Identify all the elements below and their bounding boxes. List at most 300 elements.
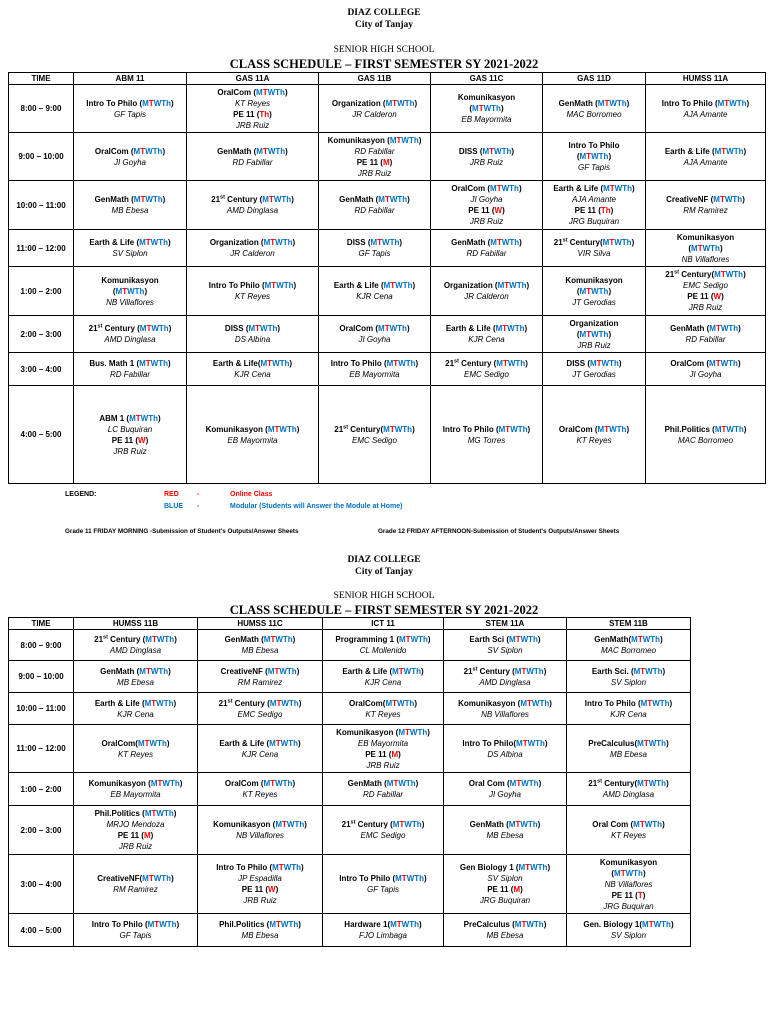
day-letter: Th bbox=[533, 666, 544, 676]
instructor-name bbox=[569, 879, 688, 890]
instructor-name bbox=[321, 168, 428, 179]
instructor-name bbox=[446, 895, 564, 906]
instructor-name-text: JRB Ruiz bbox=[357, 168, 392, 178]
schedule-cell bbox=[431, 353, 543, 386]
day-letter: W bbox=[644, 820, 653, 829]
class-days bbox=[145, 809, 174, 818]
subject-name bbox=[545, 140, 643, 151]
time-slot: 3:00 – 4:00 bbox=[9, 353, 74, 386]
instructor-name bbox=[569, 709, 688, 720]
subject-name: (MTWTh) bbox=[688, 243, 723, 253]
class-days bbox=[384, 281, 413, 290]
day-letter: W bbox=[156, 635, 165, 644]
pe-class: PE 11 (M) bbox=[356, 157, 393, 167]
class-days bbox=[378, 324, 407, 333]
subject-name: 21st Century (MTWTh) bbox=[341, 819, 425, 829]
subject-name: OralCom (MTWTh) bbox=[94, 146, 166, 156]
day-letter: M bbox=[133, 146, 141, 156]
day-letter: M bbox=[391, 749, 399, 759]
day-letter: W bbox=[275, 238, 283, 247]
day-letter: W bbox=[501, 238, 510, 247]
class-days bbox=[713, 195, 742, 204]
instructor-name-text: NB Villaflores bbox=[681, 254, 730, 264]
class-days bbox=[248, 324, 277, 333]
subject-name-text: GenMath bbox=[94, 195, 129, 204]
pe-class: PE 11 (W) bbox=[241, 885, 279, 894]
pe-class-text: PE 11 bbox=[356, 157, 379, 167]
time-slot: 11:00 – 12:00 bbox=[9, 725, 74, 773]
instructor-name-text: NB Villaflores bbox=[106, 297, 154, 307]
schedule-cell bbox=[198, 693, 323, 725]
subject-name-text: OralCom bbox=[558, 424, 593, 434]
instructor-name bbox=[200, 830, 320, 841]
subject-name: DISS (MTWTh) bbox=[224, 324, 281, 333]
instructor-name-text: NB Villaflores bbox=[481, 709, 529, 719]
day-letter: W bbox=[268, 885, 276, 894]
instructor-name-text: GF Tapis bbox=[119, 931, 152, 940]
class-days bbox=[482, 147, 511, 156]
pe-class-text: PE 11 bbox=[241, 885, 264, 894]
day-letter: W bbox=[494, 206, 503, 215]
class-days bbox=[603, 238, 632, 247]
subject-name-text: 21 bbox=[88, 324, 98, 333]
instructor-name bbox=[200, 930, 320, 941]
schedule-cell bbox=[323, 806, 444, 855]
day-letter: M bbox=[263, 779, 271, 788]
day-letter: Th bbox=[732, 195, 743, 204]
day-letter: M bbox=[115, 286, 123, 296]
day-letter: M bbox=[144, 809, 152, 818]
day-letter: T bbox=[643, 779, 649, 788]
subject-name-text-rest: Century bbox=[348, 424, 381, 434]
schedule-cell bbox=[567, 725, 691, 773]
subject-name: Hardware 1(MTWTh) bbox=[344, 920, 422, 929]
instructor-name bbox=[545, 216, 643, 227]
day-letter: Th bbox=[622, 184, 633, 193]
schedule-cell bbox=[431, 133, 543, 181]
day-letter: Th bbox=[158, 238, 169, 247]
instructor-name bbox=[569, 930, 688, 941]
day-letter: Th bbox=[404, 98, 415, 108]
instructor-name-text: MAC Borromeo bbox=[600, 646, 657, 655]
subject-name-text: Earth & Life bbox=[94, 698, 140, 708]
schedule-cell bbox=[646, 181, 766, 230]
day-letter: W bbox=[151, 324, 159, 333]
day-letter: W bbox=[140, 413, 149, 423]
subject-name: Phil.Politics (MTWTh) bbox=[94, 809, 177, 818]
schedule-cell bbox=[567, 806, 691, 855]
day-letter: T bbox=[405, 635, 411, 644]
day-letter: T bbox=[604, 424, 610, 434]
day-letter: M bbox=[717, 98, 725, 108]
day-letter: W bbox=[520, 820, 528, 829]
day-letter: Th bbox=[527, 820, 538, 829]
day-letter: M bbox=[382, 157, 390, 167]
class-days bbox=[387, 359, 416, 368]
time-slot: 3:00 – 4:00 bbox=[9, 855, 74, 914]
ordinal-suffix: st bbox=[103, 634, 108, 641]
class-days bbox=[509, 635, 538, 644]
ordinal-suffix: st bbox=[97, 323, 103, 330]
schedule-cell bbox=[319, 386, 431, 484]
instructor-name bbox=[446, 709, 564, 720]
subject-name-text: Earth & Life bbox=[212, 359, 258, 368]
day-letter: T bbox=[721, 424, 727, 434]
day-letter: W bbox=[267, 146, 276, 156]
day-letter: T bbox=[384, 324, 390, 333]
instructor-name bbox=[433, 291, 540, 302]
subject-name-text: Earth & Life bbox=[664, 146, 710, 156]
school-level: SENIOR HIGH SCHOOL bbox=[333, 45, 435, 55]
day-letter: Th bbox=[411, 666, 422, 676]
day-letter: Th bbox=[158, 324, 169, 333]
subject-name: Intro To Philo (MTWTh) bbox=[339, 874, 427, 883]
day-letter: Th bbox=[733, 146, 744, 156]
instructor-name-text: KJR Cena bbox=[364, 677, 402, 687]
time-slot: 4:00 – 5:00 bbox=[9, 386, 74, 484]
subject-name-text: Phil.Politics bbox=[664, 424, 710, 434]
day-letter: W bbox=[725, 270, 734, 279]
day-letter: T bbox=[502, 359, 508, 368]
day-letter: M bbox=[516, 738, 523, 748]
day-letter: M bbox=[267, 666, 275, 676]
subject-name-text: Gen. Biology 1 bbox=[583, 920, 640, 929]
day-letter: M bbox=[472, 104, 479, 113]
instructor-name bbox=[76, 446, 184, 457]
class-days bbox=[116, 287, 145, 296]
instructor-name-text: JR Calderon bbox=[464, 292, 509, 301]
day-letter: T bbox=[522, 738, 528, 748]
instructor-name bbox=[325, 930, 441, 941]
pe-class: PE 11 (M) bbox=[487, 885, 523, 894]
day-letter: Th bbox=[259, 109, 270, 119]
instructor-name bbox=[76, 297, 184, 308]
day-letter: W bbox=[280, 738, 289, 748]
time-slot: 4:00 – 5:00 bbox=[9, 914, 74, 947]
schedule-cell bbox=[74, 773, 198, 806]
class-days bbox=[269, 739, 298, 748]
day-letter: T bbox=[639, 820, 645, 829]
schedule-cell bbox=[187, 181, 319, 230]
day-letter: W bbox=[713, 292, 722, 301]
instructor-name bbox=[648, 280, 763, 291]
day-letter: W bbox=[138, 435, 146, 445]
instructor-name-text: MB Ebesa bbox=[111, 206, 149, 215]
legend-blue-word: BLUE bbox=[164, 503, 184, 510]
day-letter: M bbox=[482, 146, 490, 156]
instructor-name bbox=[76, 109, 184, 120]
day-letter: W bbox=[726, 146, 734, 156]
day-letter: W bbox=[591, 329, 599, 339]
day-letter: M bbox=[142, 98, 149, 108]
instructor-name-text: JI Goyha bbox=[358, 335, 391, 344]
time-slot: 10:00 – 11:00 bbox=[9, 181, 74, 230]
instructor-name bbox=[648, 435, 763, 446]
schedule-title-2: CLASS SCHEDULE – FIRST SEMESTER SY 2021-2022 bbox=[229, 603, 539, 617]
day-letter: T bbox=[720, 270, 726, 279]
schedule-cell bbox=[543, 267, 646, 316]
subject-name-text-rest: Century bbox=[458, 359, 492, 368]
ordinal-suffix: st bbox=[343, 423, 349, 430]
instructor-name bbox=[648, 109, 763, 120]
day-letter: Th bbox=[656, 738, 667, 748]
instructor-name-text: SV Siplon bbox=[487, 874, 523, 883]
instructor-name-text: JRB Ruiz bbox=[577, 340, 611, 350]
subject-name-text-rest: Century bbox=[107, 635, 141, 644]
schedule-cell bbox=[323, 725, 444, 773]
day-letter: M bbox=[597, 98, 605, 108]
day-letter: Th bbox=[157, 738, 167, 748]
instructor-name bbox=[76, 841, 195, 852]
subject-name-text: OralCom bbox=[348, 698, 383, 708]
instructor-name-text: MB Ebesa bbox=[486, 931, 524, 940]
table-row bbox=[9, 133, 766, 181]
subject-name-text: OralCom bbox=[670, 359, 705, 368]
instructor-name-text: RM Ramirez bbox=[683, 206, 728, 215]
day-letter: Th bbox=[148, 413, 158, 423]
subject-name-text: Intro To Philo bbox=[216, 863, 268, 872]
instructor-name-text: KJR Cena bbox=[356, 292, 393, 301]
subject-name-text: GenMath bbox=[594, 635, 629, 644]
day-letter: W bbox=[404, 820, 412, 829]
subject-name: CreativeNF (MTWTh) bbox=[220, 666, 300, 676]
day-letter: T bbox=[262, 146, 268, 156]
schedule-cell bbox=[444, 914, 567, 947]
schedule-cell bbox=[567, 855, 691, 914]
day-letter: Th bbox=[281, 195, 292, 204]
schedule-cell bbox=[543, 133, 646, 181]
day-letter: T bbox=[271, 281, 277, 290]
day-letter: W bbox=[401, 135, 409, 145]
day-letter: M bbox=[248, 324, 256, 333]
instructor-name-text: LC Buquiran bbox=[107, 424, 153, 434]
subject-name-text: PreCalculus bbox=[463, 920, 510, 929]
subject-name: GenMath (MTWTh) bbox=[217, 146, 288, 156]
subject-name: Komunikasyon (MTWTh) bbox=[213, 820, 307, 829]
class-days bbox=[642, 920, 671, 929]
day-letter: M bbox=[579, 329, 587, 339]
class-days bbox=[383, 425, 412, 434]
day-letter: Th bbox=[509, 238, 520, 247]
instructor-name bbox=[433, 194, 540, 205]
instructor-name-text: EB Mayormita bbox=[227, 435, 278, 445]
instructor-name bbox=[200, 789, 320, 800]
day-letter: Th bbox=[616, 424, 627, 434]
schedule-cell bbox=[543, 316, 646, 353]
day-letter: M bbox=[263, 238, 271, 247]
day-letter: W bbox=[145, 195, 153, 204]
instructor-name bbox=[189, 369, 316, 380]
instructor-name-text: JP Espadilla bbox=[238, 874, 282, 883]
day-letter: T bbox=[270, 635, 276, 644]
subject-name: 21st Century (MTWTh) bbox=[88, 323, 172, 333]
day-letter: M bbox=[642, 920, 649, 929]
class-days bbox=[383, 158, 390, 167]
subject-name-text: Komunikasyon bbox=[88, 779, 146, 788]
class-days bbox=[590, 359, 619, 368]
instructor-name bbox=[76, 884, 195, 895]
subject-name: Intro To Philo (MTWTh) bbox=[86, 98, 174, 108]
day-letter: M bbox=[256, 87, 263, 97]
day-letter: T bbox=[140, 195, 146, 204]
table-row bbox=[9, 661, 691, 693]
subject-name: Komunikasyon (MTWTh) bbox=[458, 698, 552, 708]
day-letter: T bbox=[586, 329, 592, 339]
instructor-name bbox=[76, 645, 195, 656]
day-letter: T bbox=[643, 738, 649, 748]
instructor-name bbox=[433, 248, 540, 259]
instructor-name-text: RD Fabillar bbox=[354, 206, 395, 215]
day-letter: T bbox=[255, 324, 261, 333]
instructor-name-text: MB Ebesa bbox=[241, 646, 279, 655]
subject-name: ABM 1 (MTWTh) bbox=[99, 413, 161, 423]
day-letter: M bbox=[390, 920, 397, 929]
instructor-name bbox=[648, 157, 763, 168]
pe-class: PE 11 (Th) bbox=[574, 206, 614, 215]
day-letter: T bbox=[697, 243, 703, 253]
subject-name bbox=[545, 318, 643, 329]
class-days bbox=[265, 281, 294, 290]
subject-name: GenMath (MTWTh) bbox=[670, 324, 741, 333]
day-letter: W bbox=[653, 920, 662, 929]
day-letter: Th bbox=[158, 666, 169, 676]
day-letter: T bbox=[502, 324, 508, 333]
subject-name-text: Phil.Politics bbox=[94, 809, 140, 818]
instructor-name-text: KT Reyes bbox=[234, 98, 271, 108]
subject-name-text: ABM 1 bbox=[99, 413, 125, 423]
subject-name: OralCom(MTWTh) bbox=[101, 738, 170, 748]
class-days bbox=[145, 635, 174, 644]
schedule-cell bbox=[187, 353, 319, 386]
class-days bbox=[614, 869, 643, 878]
subject-name-text: GenMath bbox=[224, 635, 259, 644]
schedule-title: CLASS SCHEDULE – FIRST SEMESTER SY 2021-2022 bbox=[229, 57, 539, 71]
instructor-name bbox=[321, 146, 428, 157]
day-letter: M bbox=[392, 666, 399, 676]
day-letter: W bbox=[521, 779, 529, 788]
class-days bbox=[392, 667, 421, 676]
instructor-name-text: CL Mollenido bbox=[359, 646, 407, 655]
instructor-name bbox=[325, 677, 441, 688]
instructor-name bbox=[545, 162, 643, 173]
schedule-cell bbox=[198, 725, 323, 773]
day-letter: W bbox=[153, 874, 162, 883]
day-letter: M bbox=[142, 874, 149, 883]
subject-name-text: Intro To Philo bbox=[330, 359, 382, 368]
time-slot: 9:00 – 10:00 bbox=[9, 133, 74, 181]
day-letter: Th bbox=[661, 920, 671, 929]
day-letter: W bbox=[652, 698, 660, 708]
subject-name-text: Earth & Life bbox=[553, 184, 599, 193]
subject-name: (MTWTh) bbox=[611, 868, 646, 878]
schedule-cell bbox=[444, 806, 567, 855]
day-letter: W bbox=[156, 698, 164, 708]
subject-name: CreativeNF (MTWTh) bbox=[666, 195, 745, 204]
pe-class: PE 11 (W) bbox=[111, 435, 149, 445]
instructor-name bbox=[76, 334, 184, 345]
instructor-name-text: DS Albina bbox=[234, 335, 271, 344]
instructor-name bbox=[545, 248, 643, 259]
subject-name: Gen Biology 1 (MTWTh) bbox=[459, 863, 551, 872]
schedule-cell bbox=[319, 267, 431, 316]
class-days bbox=[275, 820, 304, 829]
day-letter: Th bbox=[516, 281, 527, 290]
instructor-name-text: JRB Ruiz bbox=[118, 842, 153, 851]
day-letter: Th bbox=[166, 920, 177, 929]
day-letter: W bbox=[702, 243, 711, 253]
day-letter: W bbox=[648, 779, 657, 788]
class-days bbox=[259, 110, 269, 119]
day-letter: T bbox=[122, 286, 128, 296]
day-letter: T bbox=[620, 868, 626, 878]
subject-name-text: OralCom bbox=[224, 779, 259, 788]
class-days bbox=[269, 920, 298, 929]
day-letter: T bbox=[721, 146, 727, 156]
schedule-cell bbox=[319, 133, 431, 181]
day-letter: W bbox=[520, 635, 529, 644]
day-letter: Th bbox=[650, 635, 661, 644]
instructor-name bbox=[76, 709, 195, 720]
day-letter: W bbox=[149, 738, 158, 748]
day-letter: M bbox=[597, 424, 605, 434]
day-letter: M bbox=[370, 238, 378, 247]
day-letter: W bbox=[145, 146, 153, 156]
time-slot: 10:00 – 11:00 bbox=[9, 693, 74, 725]
class-days bbox=[515, 920, 544, 929]
instructor-name-text: GF Tapis bbox=[366, 885, 399, 894]
day-letter: Th bbox=[408, 135, 419, 145]
day-letter: Th bbox=[528, 635, 538, 644]
day-letter: Th bbox=[414, 874, 425, 883]
subject-name: 21st Century(MTWTh) bbox=[334, 423, 415, 434]
day-letter: Th bbox=[286, 666, 297, 676]
day-letter: Th bbox=[161, 874, 172, 883]
day-letter: T bbox=[401, 874, 407, 883]
day-letter: M bbox=[385, 698, 393, 708]
day-letter: T bbox=[270, 779, 276, 788]
schedule-cell bbox=[198, 630, 323, 661]
day-letter: T bbox=[282, 820, 287, 829]
table-row bbox=[9, 914, 691, 947]
day-letter: Th bbox=[279, 359, 290, 368]
instructor-name-text: SV Siplon bbox=[610, 931, 647, 940]
instructor-name bbox=[569, 645, 688, 656]
instructor-name-text: AMD Dinglasa bbox=[104, 335, 156, 344]
instructor-name-text: MB Ebesa bbox=[486, 831, 524, 840]
day-letter: W bbox=[275, 635, 283, 644]
subject-name: Earth & Life (MTWTh) bbox=[219, 738, 301, 748]
instructor-name bbox=[446, 873, 564, 884]
day-letter: T bbox=[270, 238, 276, 247]
day-letter: W bbox=[726, 424, 734, 434]
instructor-name bbox=[648, 254, 763, 265]
day-letter: Th bbox=[652, 666, 663, 676]
subject-name-text: Earth Sci bbox=[469, 635, 505, 644]
instructor-name-text: EB Mayormita bbox=[357, 738, 409, 748]
subject-name-text: 21 bbox=[463, 666, 473, 676]
instructor-name bbox=[76, 749, 195, 760]
instructor-name bbox=[189, 435, 316, 446]
schedule-cell bbox=[187, 133, 319, 181]
class-days bbox=[691, 244, 720, 253]
day-letter: M bbox=[143, 831, 151, 840]
day-letter: T bbox=[268, 195, 274, 204]
schedule-cell bbox=[187, 386, 319, 484]
subject-name: Intro To Philo (MTWTh) bbox=[91, 920, 180, 929]
pe-class: PE 11 (M) bbox=[117, 831, 154, 840]
day-letter: W bbox=[389, 195, 398, 204]
subject-name: Earth & Life (MTWTh) bbox=[333, 281, 416, 290]
